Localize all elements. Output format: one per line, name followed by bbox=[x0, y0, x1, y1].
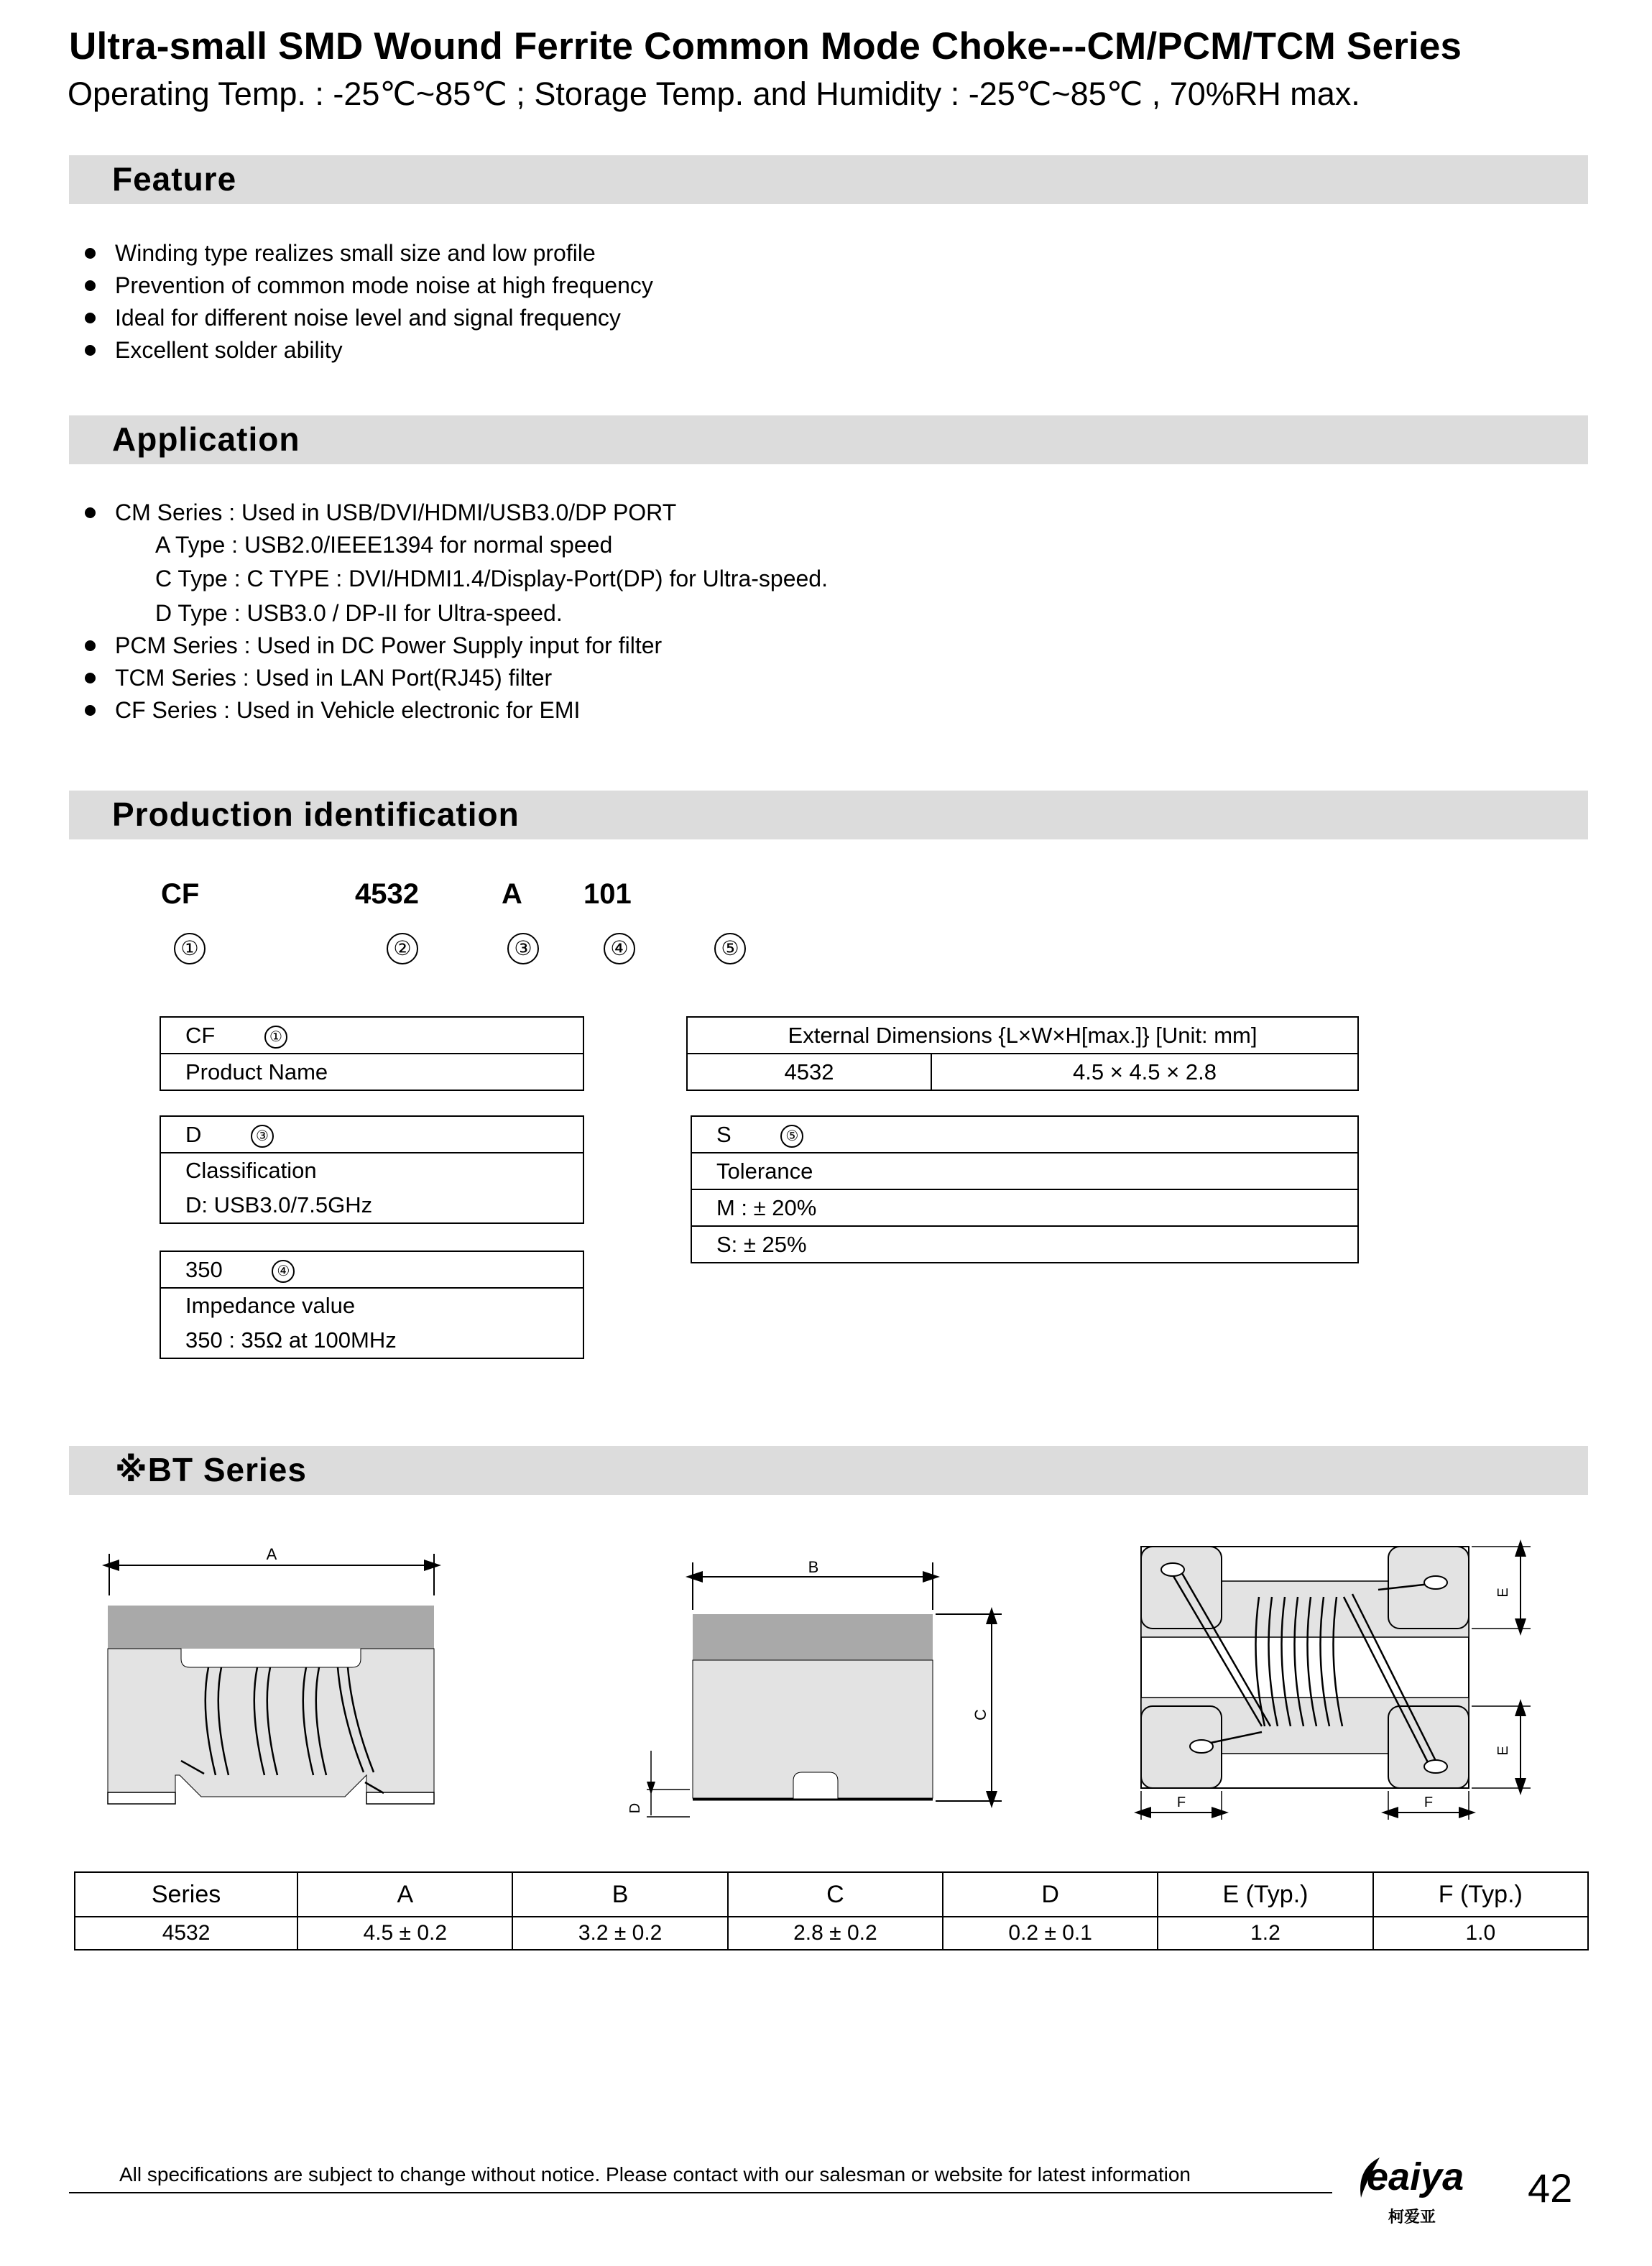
footer-divider bbox=[69, 2192, 1332, 2193]
table-header-cell: C bbox=[728, 1872, 943, 1917]
classification-value: D: USB3.0/7.5GHz bbox=[185, 1192, 373, 1217]
brand-logo-cn: 柯爱亚 bbox=[1388, 2208, 1436, 2226]
impedance-box bbox=[160, 1251, 584, 1359]
product-name-marker: ① bbox=[264, 1026, 287, 1049]
feature-list bbox=[82, 237, 653, 367]
table-cell: 1.0 bbox=[1373, 1917, 1588, 1950]
tolerance-label: Tolerance bbox=[692, 1153, 1357, 1190]
code-part-type: A bbox=[502, 878, 522, 910]
marker-5: ⑤ bbox=[714, 933, 746, 964]
classification-code-row bbox=[161, 1117, 583, 1153]
tolerance-m: M : ± 20% bbox=[692, 1190, 1357, 1227]
bt-series-section-header bbox=[69, 1446, 1588, 1495]
table-header-cell: D bbox=[943, 1872, 1158, 1917]
list-item: PCM Series : Used in DC Power Supply input for filter bbox=[82, 630, 828, 662]
product-name-code-row bbox=[161, 1018, 583, 1054]
dim-label-f-left: F bbox=[1176, 1795, 1186, 1810]
list-item: Prevention of common mode noise at high frequency bbox=[82, 270, 653, 302]
marker-4: ④ bbox=[604, 933, 635, 964]
dimensions-header: External Dimensions {L×W×H[max.]} [Unit: mm] bbox=[688, 1018, 1357, 1054]
production-heading: Production identification bbox=[112, 796, 520, 833]
application-section-header bbox=[69, 415, 1588, 464]
impedance-label: Impedance value bbox=[185, 1293, 356, 1318]
table-header-cell: E (Typ.) bbox=[1158, 1872, 1372, 1917]
list-item: TCM Series : Used in LAN Port(RJ45) filter bbox=[82, 662, 828, 694]
side-view-drawing bbox=[101, 1545, 446, 1818]
production-section-header bbox=[69, 791, 1588, 839]
impedance-code: 350 bbox=[185, 1257, 223, 1282]
table-header-cell: Series bbox=[75, 1872, 297, 1917]
page-subtitle: Operating Temp. : -25℃~85℃ ; Storage Temp. and Humidity : -25℃~85℃ , 70%RH max. bbox=[68, 75, 1360, 112]
dim-label-e-top: E bbox=[1495, 1588, 1511, 1598]
dimensions-row bbox=[688, 1054, 1357, 1090]
table-header-cell: B bbox=[512, 1872, 727, 1917]
list-subitem: A Type : USB2.0/IEEE1394 for normal speed bbox=[155, 532, 613, 558]
feature-section-header bbox=[69, 155, 1588, 204]
table-cell: 0.2 ± 0.1 bbox=[943, 1917, 1158, 1950]
dimensions-value: 4.5 × 4.5 × 2.8 bbox=[1073, 1059, 1217, 1084]
classification-code: D bbox=[185, 1122, 202, 1147]
table-row bbox=[75, 1917, 1588, 1950]
tolerance-s: S: ± 25% bbox=[716, 1232, 807, 1257]
table-cell: 4.5 ± 0.2 bbox=[297, 1917, 512, 1950]
code-part-name: CF bbox=[161, 878, 200, 910]
tolerance-box bbox=[691, 1115, 1359, 1263]
page-number: 42 bbox=[1528, 2165, 1573, 2211]
table-cell: 3.2 ± 0.2 bbox=[512, 1917, 727, 1950]
marker-2: ② bbox=[387, 933, 418, 964]
impedance-code-row bbox=[161, 1252, 583, 1289]
table-header-cell: A bbox=[297, 1872, 512, 1917]
feature-heading: Feature bbox=[112, 160, 237, 198]
brand-logo: eaiya bbox=[1367, 2155, 1464, 2198]
code-part-size: 4532 bbox=[355, 878, 419, 910]
impedance-value: 350 : 35Ω at 100MHz bbox=[185, 1327, 397, 1353]
list-item: CF Series : Used in Vehicle electronic for EMI bbox=[82, 694, 828, 727]
dim-label-e-bottom: E bbox=[1495, 1746, 1511, 1756]
tolerance-code-row bbox=[692, 1117, 1357, 1153]
list-item: Ideal for different noise level and signal frequency bbox=[82, 302, 653, 334]
table-cell: 2.8 ± 0.2 bbox=[728, 1917, 943, 1950]
tolerance-marker: ⑤ bbox=[780, 1125, 803, 1148]
footer-note: All specifications are subject to change without notice. Please contact with our salesman or website for latest information bbox=[119, 2163, 1191, 2186]
tolerance-code: S bbox=[716, 1122, 732, 1147]
list-subitem: C Type : C TYPE : DVI/HDMI1.4/Display-Port(DP) for Ultra-speed. bbox=[155, 566, 828, 591]
code-part-impedance: 101 bbox=[583, 878, 632, 910]
product-name-code: CF bbox=[185, 1023, 216, 1048]
impedance-marker: ④ bbox=[272, 1260, 295, 1283]
classification-marker: ③ bbox=[251, 1125, 274, 1148]
dimensions-series: 4532 bbox=[688, 1054, 932, 1090]
application-heading: Application bbox=[112, 420, 300, 458]
table-header-row bbox=[75, 1872, 1588, 1917]
page-title: Ultra-small SMD Wound Ferrite Common Mode Choke---CM/PCM/TCM Series bbox=[69, 25, 1462, 68]
bt-series-spec-table bbox=[74, 1871, 1589, 1950]
marker-3: ③ bbox=[507, 933, 539, 964]
dimensions-box bbox=[686, 1016, 1359, 1091]
table-cell: 4532 bbox=[75, 1917, 297, 1950]
bt-series-heading: ※BT Series bbox=[115, 1451, 307, 1488]
table-header-cell: F (Typ.) bbox=[1373, 1872, 1588, 1917]
list-item: CM Series : Used in USB/DVI/HDMI/USB3.0/DP PORT bbox=[82, 497, 828, 529]
end-view-drawing bbox=[618, 1552, 1020, 1833]
application-list bbox=[82, 497, 828, 727]
classification-box bbox=[160, 1115, 584, 1224]
table-cell: 1.2 bbox=[1158, 1917, 1372, 1950]
product-name-label: Product Name bbox=[185, 1059, 328, 1084]
list-item: Excellent solder ability bbox=[82, 334, 653, 367]
classification-label: Classification bbox=[185, 1158, 317, 1183]
product-name-box bbox=[160, 1016, 584, 1091]
dim-label-d: D bbox=[627, 1802, 643, 1814]
dim-label-a: A bbox=[266, 1545, 277, 1563]
list-item: Winding type realizes small size and low profile bbox=[82, 237, 653, 270]
list-subitem: D Type : USB3.0 / DP-II for Ultra-speed. bbox=[155, 600, 563, 626]
dim-label-f-right: F bbox=[1423, 1795, 1434, 1810]
top-view-drawing bbox=[1128, 1538, 1559, 1825]
dim-label-c: C bbox=[972, 1709, 989, 1721]
marker-1: ① bbox=[174, 933, 206, 964]
dim-label-b: B bbox=[808, 1558, 819, 1576]
